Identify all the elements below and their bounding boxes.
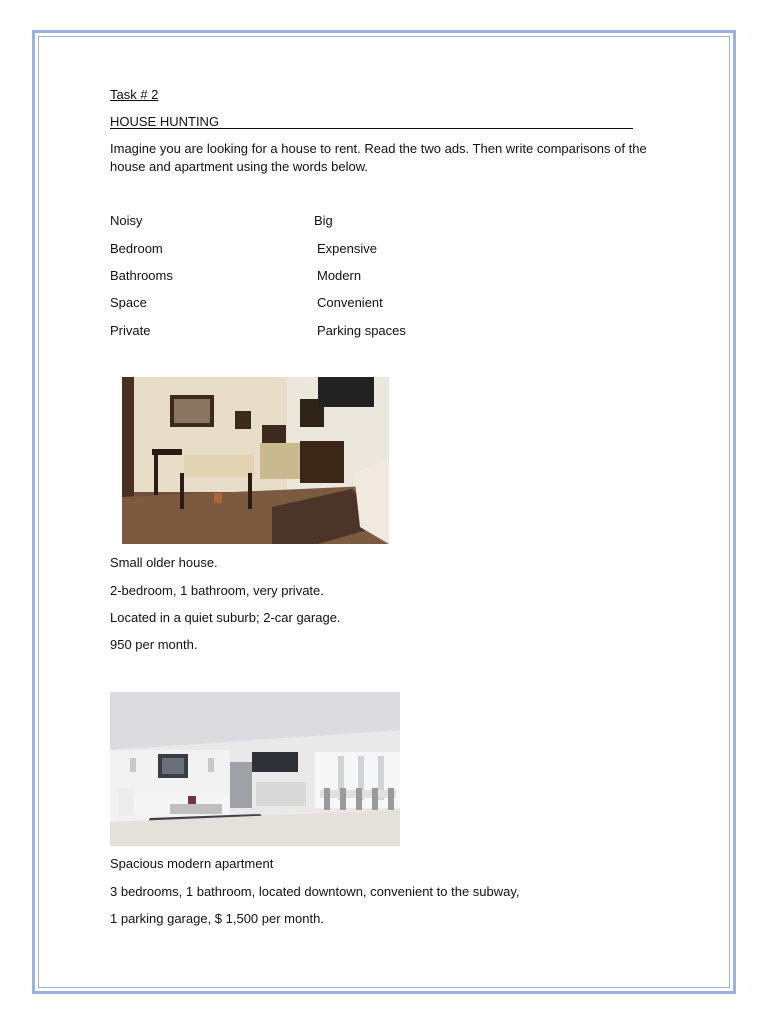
- ad1-line-1: Small older house.: [110, 555, 218, 570]
- word-bedroom: Bedroom: [110, 241, 163, 256]
- word-convenient: Convenient: [317, 295, 383, 310]
- apartment-photo: [110, 692, 400, 846]
- heading: HOUSE HUNTING: [110, 114, 220, 129]
- task-label: Task # 2: [110, 87, 159, 102]
- word-big: Big: [314, 213, 333, 228]
- ad1-line-4: 950 per month.: [110, 637, 198, 652]
- ad1-line-3: Located in a quiet suburb; 2-car garage.: [110, 610, 341, 625]
- ad2-line-2: 3 bedrooms, 1 bathroom, located downtown, convenient to the subway,: [110, 884, 520, 899]
- ad1-line-2: 2-bedroom, 1 bathroom, very private.: [110, 583, 324, 598]
- instructions: Imagine you are looking for a house to rent. Read the two ads. Then write comparisons of the house and apartment using the words below.: [110, 141, 647, 174]
- word-bathrooms: Bathrooms: [110, 268, 173, 283]
- ad2-line-1: Spacious modern apartment: [110, 856, 274, 871]
- word-private: Private: [110, 323, 151, 338]
- word-expensive: Expensive: [317, 241, 377, 256]
- ad2-line-3: 1 parking garage, $ 1,500 per month.: [110, 911, 324, 926]
- house-interior-photo: [122, 377, 389, 544]
- word-parking-spaces: Parking spaces: [317, 323, 406, 338]
- word-modern: Modern: [317, 268, 362, 283]
- word-noisy: Noisy: [110, 213, 143, 228]
- word-space: Space: [110, 295, 147, 310]
